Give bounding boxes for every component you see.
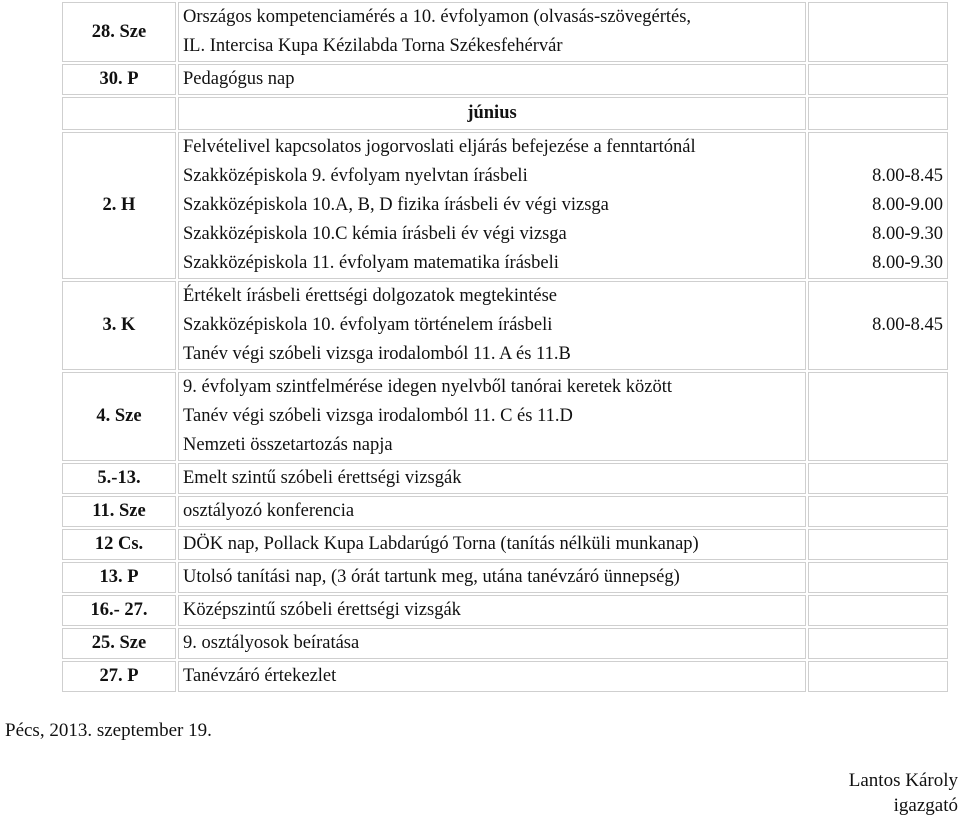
event-time — [808, 529, 948, 560]
month-heading: június — [178, 97, 806, 130]
event-time — [808, 64, 948, 95]
time-line — [813, 32, 943, 61]
event-description — [178, 628, 806, 659]
schedule-row — [62, 281, 948, 370]
event-line: DÖK nap, Pollack Kupa Labdarúgó Torna (tanítás nélküli munkanap) — [183, 534, 699, 554]
event-date: 11. Sze — [62, 496, 176, 527]
event-description — [178, 281, 806, 370]
event-description — [178, 562, 806, 593]
event-date: 16.- 27. — [62, 595, 176, 626]
event-time — [808, 496, 948, 527]
event-time — [808, 372, 948, 461]
schedule-row — [62, 2, 948, 62]
event-description — [178, 64, 806, 95]
empty-cell — [808, 97, 948, 130]
event-time — [808, 281, 948, 370]
event-time — [808, 661, 948, 692]
event-line: Szakközépiskola 10. évfolyam történelem írásbeli — [183, 315, 553, 335]
time-line: 8.00-8.45 — [872, 315, 943, 335]
time-line — [813, 563, 943, 592]
event-time — [808, 132, 948, 279]
event-time — [808, 2, 948, 62]
event-line: Tanévzáró értekezlet — [183, 666, 337, 686]
event-line: Szakközépiskola 9. évfolyam nyelvtan írásbeli — [183, 166, 528, 186]
event-line: Nemzeti összetartozás napja — [183, 435, 393, 455]
schedule-document — [60, 0, 950, 694]
schedule-row — [62, 64, 948, 95]
signer-name: Lantos Károly — [848, 770, 958, 791]
event-line: Országos kompetenciamérés a 10. évfolyamon (olvasás-szövegértés, — [183, 7, 692, 27]
event-line: Tanév végi szóbeli vizsga irodalomból 11. C és 11.D — [183, 406, 573, 426]
schedule-row — [62, 463, 948, 494]
schedule-row — [62, 372, 948, 461]
event-date: 5.-13. — [62, 463, 176, 494]
event-line: Emelt szintű szóbeli érettségi vizsgák — [183, 468, 462, 488]
event-date: 2. H — [62, 132, 176, 279]
event-time — [808, 628, 948, 659]
event-description — [178, 496, 806, 527]
event-line: Szakközépiskola 10.A, B, D fizika írásbeli év végi vizsga — [183, 195, 609, 215]
event-line: Szakközépiskola 11. évfolyam matematika írásbeli — [183, 253, 559, 273]
signature-block — [849, 768, 958, 818]
event-date: 27. P — [62, 661, 176, 692]
event-description — [178, 372, 806, 461]
event-description — [178, 463, 806, 494]
time-line: 8.00-8.45 — [872, 166, 943, 186]
event-description — [178, 529, 806, 560]
schedule-row — [62, 661, 948, 692]
time-line — [813, 133, 943, 162]
schedule-row — [62, 595, 948, 626]
event-line: Felvételivel kapcsolatos jogorvoslati eljárás befejezése a fenntartónál — [183, 137, 696, 157]
schedule-row — [62, 132, 948, 279]
event-line: Szakközépiskola 10.C kémia írásbeli év végi vizsga — [183, 224, 567, 244]
event-description — [178, 2, 806, 62]
event-date: 28. Sze — [62, 2, 176, 62]
time-line — [813, 402, 943, 431]
schedule-row — [62, 529, 948, 560]
place-and-date: Pécs, 2013. szeptember 19. — [5, 720, 212, 741]
time-line — [813, 373, 943, 402]
time-line — [813, 596, 943, 625]
event-time — [808, 463, 948, 494]
event-date: 4. Sze — [62, 372, 176, 461]
signer-role: igazgató — [893, 795, 958, 816]
time-line — [813, 65, 943, 94]
time-line: 8.00-9.30 — [872, 253, 943, 273]
time-line — [813, 497, 943, 526]
time-line — [813, 629, 943, 658]
time-line: 8.00-9.30 — [872, 224, 943, 244]
time-line — [813, 3, 943, 32]
event-line: IL. Intercisa Kupa Kézilabda Torna Székesfehérvár — [183, 36, 563, 56]
month-heading-row — [62, 97, 948, 130]
event-line: Középszintű szóbeli érettségi vizsgák — [183, 600, 461, 620]
event-time — [808, 595, 948, 626]
schedule-row — [62, 628, 948, 659]
time-line: 8.00-9.00 — [872, 195, 943, 215]
event-line: Utolsó tanítási nap, (3 órát tartunk meg, utána tanévzáró ünnepség) — [183, 567, 680, 587]
time-line — [813, 464, 943, 493]
time-line — [813, 431, 943, 460]
event-description — [178, 595, 806, 626]
event-line: Pedagógus nap — [183, 69, 295, 89]
event-date: 30. P — [62, 64, 176, 95]
event-date: 25. Sze — [62, 628, 176, 659]
schedule-table — [60, 0, 950, 694]
event-line: Tanév végi szóbeli vizsga irodalomból 11. A és 11.B — [183, 344, 571, 364]
schedule-row — [62, 562, 948, 593]
event-date: 3. K — [62, 281, 176, 370]
event-line: osztályozó konferencia — [183, 501, 355, 521]
event-line: Értékelt írásbeli érettségi dolgozatok megtekintése — [183, 286, 557, 306]
event-time — [808, 562, 948, 593]
event-date: 12 Cs. — [62, 529, 176, 560]
empty-cell — [62, 97, 176, 130]
schedule-row — [62, 496, 948, 527]
time-line — [813, 530, 943, 559]
time-line — [813, 340, 943, 369]
time-line — [813, 662, 943, 691]
event-line: 9. évfolyam szintfelmérése idegen nyelvből tanórai keretek között — [183, 377, 673, 397]
event-description — [178, 661, 806, 692]
event-description — [178, 132, 806, 279]
event-date: 13. P — [62, 562, 176, 593]
event-line: 9. osztályosok beíratása — [183, 633, 360, 653]
time-line — [813, 282, 943, 311]
